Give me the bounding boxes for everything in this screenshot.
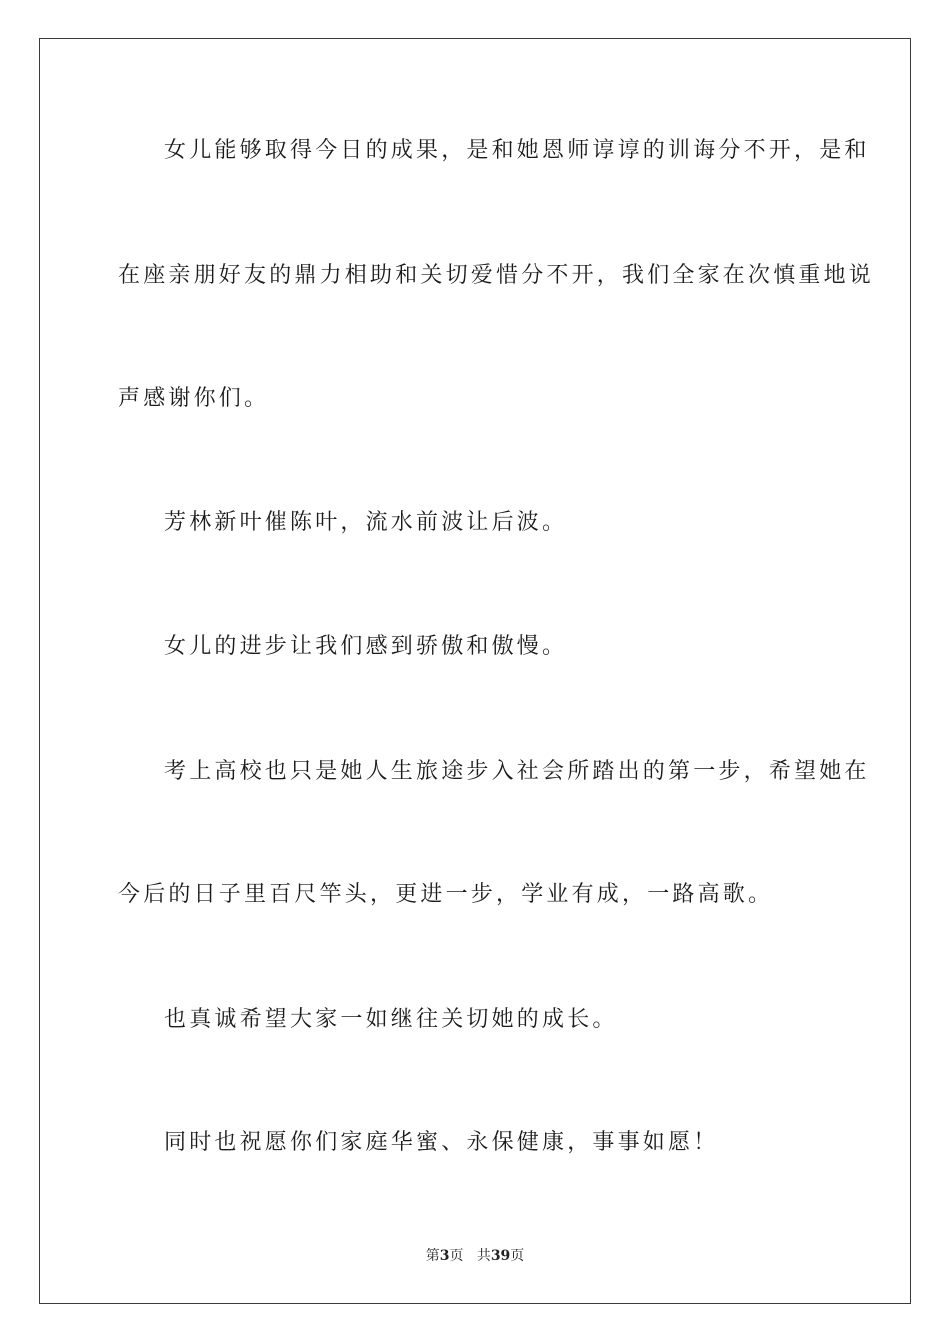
page-border [39,38,911,1304]
paragraph-line-5: 女儿的进步让我们感到骄傲和傲慢。 [164,634,568,659]
paragraph-line-6: 考上高校也只是她人生旅途步入社会所踏出的第一步，希望她在 [164,759,870,784]
total-pages: 39 [490,1248,511,1264]
paragraph-line-3: 声感谢你们。 [118,386,270,411]
paragraph-line-2: 在座亲朋好友的鼎力相助和关切爱惜分不开，我们全家在次慎重地说 [118,263,875,288]
page-suffix: 页 [449,1248,464,1264]
page-number: 3 [439,1248,450,1264]
page-footer [0,1247,950,1265]
paragraph-line-8: 也真诚希望大家一如继往关切她的成长。 [164,1007,618,1032]
total-prefix: 共 [476,1248,491,1264]
paragraph-line-4: 芳林新叶催陈叶，流水前波让后波。 [164,510,568,535]
paragraph-line-7: 今后的日子里百尺竿头，更进一步，学业有成，一路高歌。 [118,882,774,907]
page-prefix: 第 [425,1248,440,1264]
paragraph-line-1: 女儿能够取得今日的成果，是和她恩师谆谆的训诲分不开，是和 [164,138,870,163]
paragraph-line-9: 同时也祝愿你们家庭华蜜、永保健康，事事如愿！ [164,1130,719,1155]
total-suffix: 页 [510,1248,525,1264]
